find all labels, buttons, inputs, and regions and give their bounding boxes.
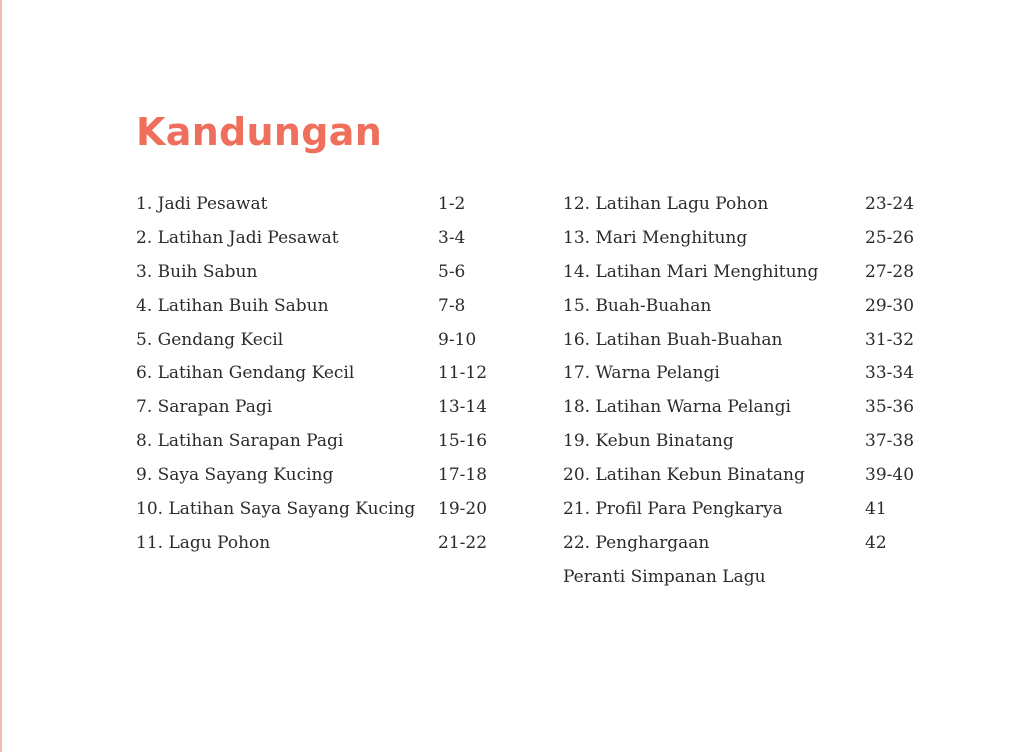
toc-entry-pages: 7-8 bbox=[438, 295, 466, 316]
toc-entry-label: 2. Latihan Jadi Pesawat bbox=[136, 227, 339, 248]
toc-entry-label: 9. Saya Sayang Kucing bbox=[136, 465, 334, 486]
toc-entry-pages: 11-12 bbox=[438, 363, 488, 384]
toc-entry-label: 3. Buih Sabun bbox=[136, 261, 258, 282]
toc-entry-label: 21. Profil Para Pengkarya bbox=[563, 499, 783, 520]
toc-entry-label: 17. Warna Pelangi bbox=[563, 363, 720, 384]
toc-entry-pages: 23-24 bbox=[865, 194, 915, 214]
toc-entry-label: 20. Latihan Kebun Binatang bbox=[563, 465, 805, 486]
toc-entry-label: 8. Latihan Sarapan Pagi bbox=[136, 431, 344, 452]
toc-entry-pages: 31-32 bbox=[865, 329, 915, 350]
toc-entry-label: 11. Lagu Pohon bbox=[136, 532, 271, 553]
toc-entry-pages: 33-34 bbox=[865, 363, 915, 384]
toc-entry-pages: 25-26 bbox=[865, 227, 915, 248]
toc-entry-label: 7. Sarapan Pagi bbox=[136, 397, 273, 418]
toc-entry-pages: 9-10 bbox=[438, 329, 477, 350]
toc-entry-pages: 41 bbox=[865, 499, 887, 520]
toc-entry-pages: 42 bbox=[865, 532, 887, 553]
toc-entry-label: 4. Latihan Buih Sabun bbox=[136, 295, 329, 316]
toc-entry-label: 15. Buah-Buahan bbox=[563, 295, 712, 316]
page-title: Kandungan bbox=[136, 110, 383, 154]
toc-entry-label: 19. Kebun Binatang bbox=[563, 431, 734, 452]
toc-entry-pages: 1-2 bbox=[438, 194, 466, 214]
toc-entry-label: 18. Latihan Warna Pelangi bbox=[563, 397, 791, 418]
toc-entry-pages: 5-6 bbox=[438, 261, 466, 282]
toc-entry-label: 16. Latihan Buah-Buahan bbox=[563, 329, 783, 350]
toc-entry-label: 12. Latihan Lagu Pohon bbox=[563, 194, 769, 214]
page-edge-line bbox=[0, 0, 2, 752]
toc-entry-label: 1. Jadi Pesawat bbox=[136, 194, 268, 214]
toc-entry-pages: 3-4 bbox=[438, 227, 466, 248]
toc-entry-pages: 29-30 bbox=[865, 295, 915, 316]
toc-entry-label: Peranti Simpanan Lagu bbox=[563, 566, 766, 587]
toc-entry-pages: 17-18 bbox=[438, 465, 488, 486]
toc-entry-pages: 13-14 bbox=[438, 397, 488, 418]
toc-entry-pages: 19-20 bbox=[438, 499, 488, 520]
toc-entry-pages: 27-28 bbox=[865, 261, 915, 282]
toc-entry-label: 6. Latihan Gendang Kecil bbox=[136, 363, 355, 384]
toc-entry-pages: 21-22 bbox=[438, 532, 488, 553]
toc-entry-pages: 37-38 bbox=[865, 431, 915, 452]
toc-entry-label: 10. Latihan Saya Sayang Kucing bbox=[136, 499, 416, 520]
toc-entry-label: 13. Mari Menghitung bbox=[563, 227, 748, 248]
toc-entry-label: 14. Latihan Mari Menghitung bbox=[563, 261, 819, 282]
toc-entry-pages: 15-16 bbox=[438, 431, 488, 452]
toc-entry-pages: 39-40 bbox=[865, 465, 915, 486]
toc-entry-label: 5. Gendang Kecil bbox=[136, 329, 284, 350]
toc-entry-pages: 35-36 bbox=[865, 397, 915, 418]
toc-entry-label: 22. Penghargaan bbox=[563, 532, 710, 553]
